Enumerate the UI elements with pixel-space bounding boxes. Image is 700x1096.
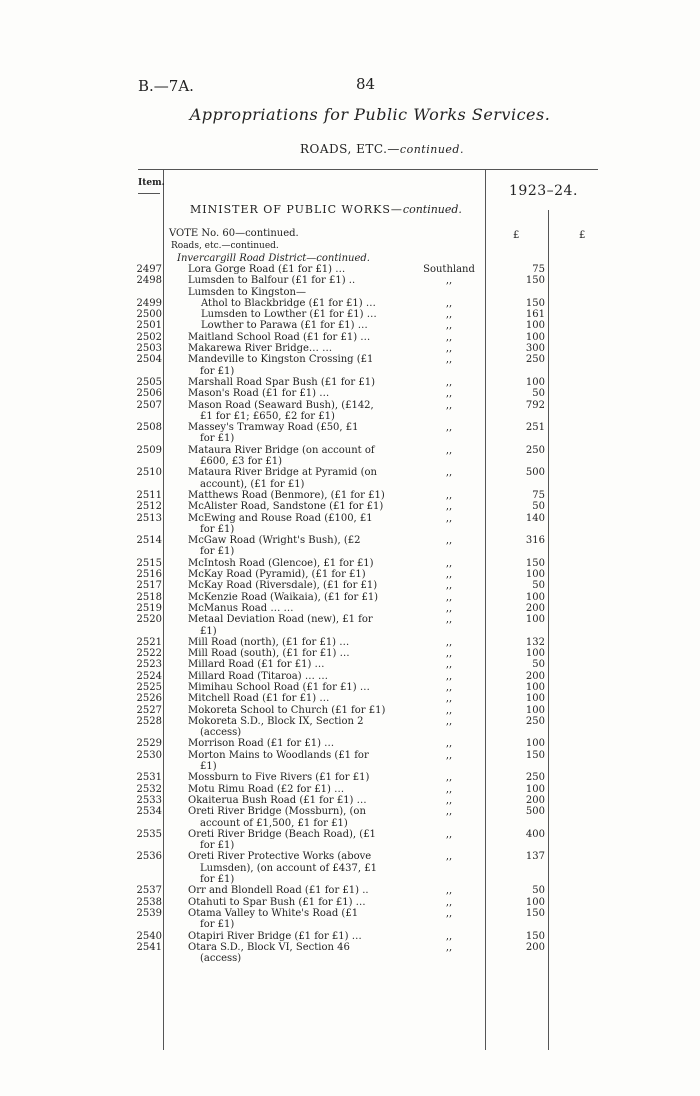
item-location: ,, bbox=[445, 648, 453, 660]
item-description: account), (£1 for £1) bbox=[200, 478, 305, 490]
item-location: ,, bbox=[445, 738, 453, 750]
item-description: Mokoreta School to Church (£1 for £1) bbox=[188, 704, 386, 716]
item-description: Mossburn to Five Rivers (£1 for £1) bbox=[188, 772, 370, 784]
item-number: 2538 bbox=[136, 896, 162, 908]
item-number: 2510 bbox=[136, 467, 162, 479]
item-number: 2541 bbox=[136, 941, 162, 953]
roads-subheading: Roads, etc.—continued. bbox=[171, 241, 279, 251]
item-number: 2511 bbox=[136, 489, 162, 501]
item-amount: 100 bbox=[525, 648, 545, 660]
item-description: (access) bbox=[200, 727, 242, 739]
table-row bbox=[0, 659, 700, 670]
item-amount: 50 bbox=[532, 580, 545, 592]
table-row bbox=[0, 422, 700, 445]
table-row bbox=[0, 671, 700, 682]
table-row bbox=[0, 750, 700, 773]
item-amount: 100 bbox=[525, 376, 545, 388]
table-row bbox=[0, 637, 700, 648]
item-amount: 150 bbox=[525, 275, 545, 287]
item-description: £1) bbox=[200, 761, 217, 773]
item-description: Otara S.D., Block VI, Section 46 bbox=[188, 941, 350, 953]
table-row bbox=[0, 445, 700, 468]
item-location: ,, bbox=[445, 297, 453, 309]
item-description: McKay Road (Pyramid), (£1 for £1) bbox=[188, 569, 366, 581]
table-row bbox=[0, 705, 700, 716]
item-amount: 100 bbox=[525, 569, 545, 581]
item-amount: 792 bbox=[525, 399, 545, 411]
item-location: ,, bbox=[445, 320, 453, 332]
table-row bbox=[0, 535, 700, 558]
item-description: McEwing and Rouse Road (£100, £1 bbox=[188, 512, 373, 524]
item-description: Lumsden to Kingston— bbox=[188, 286, 306, 298]
item-amount: 75 bbox=[532, 264, 545, 275]
table-row bbox=[0, 682, 700, 693]
table-row bbox=[0, 287, 700, 298]
item-amount: 50 bbox=[532, 885, 545, 897]
item-number: 2532 bbox=[136, 783, 162, 795]
item-amount: 200 bbox=[525, 941, 545, 953]
item-description: for £1) bbox=[200, 546, 235, 558]
item-amount: 250 bbox=[525, 715, 545, 727]
item-location: ,, bbox=[445, 512, 453, 524]
table-row bbox=[0, 614, 700, 637]
item-description: Millard Road (£1 for £1) … bbox=[188, 659, 325, 671]
district-heading bbox=[177, 253, 370, 264]
item-number: 2534 bbox=[136, 806, 162, 818]
item-amount: 50 bbox=[532, 501, 545, 513]
item-number: 2521 bbox=[136, 636, 162, 648]
district-heading-text: Invercargill Road District—continued. bbox=[177, 253, 370, 264]
item-amount: 50 bbox=[532, 388, 545, 400]
item-amount: 150 bbox=[525, 907, 545, 919]
item-number: 2508 bbox=[136, 422, 162, 434]
item-description: Mill Road (north), (£1 for £1) … bbox=[188, 636, 350, 648]
ministry-heading-continued: continued. bbox=[402, 203, 462, 216]
item-amount: 316 bbox=[525, 535, 545, 547]
item-number: 2500 bbox=[136, 309, 162, 321]
item-description: Lumsden), (on account of £437, £1 bbox=[200, 862, 377, 874]
item-number: 2515 bbox=[136, 557, 162, 569]
table-row bbox=[0, 332, 700, 343]
item-description: Otama Valley to White's Road (£1 bbox=[188, 907, 359, 919]
table-row bbox=[0, 693, 700, 704]
item-location: ,, bbox=[445, 704, 453, 716]
item-amount: 161 bbox=[525, 309, 545, 321]
item-amount: 100 bbox=[525, 896, 545, 908]
item-amount: 200 bbox=[525, 602, 545, 614]
item-number: 2512 bbox=[136, 501, 162, 513]
item-number: 2537 bbox=[136, 885, 162, 897]
item-description: Millard Road (Titaroa) … … bbox=[188, 670, 329, 682]
item-amount: 250 bbox=[525, 444, 545, 456]
item-location: ,, bbox=[445, 602, 453, 614]
item-location: ,, bbox=[445, 749, 453, 761]
item-location: ,, bbox=[445, 681, 453, 693]
table-row bbox=[0, 298, 700, 309]
item-amount: 100 bbox=[525, 681, 545, 693]
table-row bbox=[0, 264, 700, 275]
item-location: Southland bbox=[423, 264, 475, 275]
item-number: 2525 bbox=[136, 681, 162, 693]
item-location: ,, bbox=[445, 614, 453, 626]
item-description: Mason Road (Seaward Bush), (£142, bbox=[188, 399, 374, 411]
item-amount: 150 bbox=[525, 557, 545, 569]
item-amount: 50 bbox=[532, 659, 545, 671]
item-number: 2520 bbox=[136, 614, 162, 626]
item-description: Lumsden to Balfour (£1 for £1) .. bbox=[188, 275, 356, 287]
item-description: Orr and Blondell Road (£1 for £1) .. bbox=[188, 885, 369, 897]
item-amount: 400 bbox=[525, 828, 545, 840]
item-number: 2516 bbox=[136, 569, 162, 581]
item-location: ,, bbox=[445, 851, 453, 863]
item-number: 2504 bbox=[136, 354, 162, 366]
item-amount: 137 bbox=[525, 851, 545, 863]
item-column-header: Item. bbox=[138, 178, 165, 188]
item-amount: 100 bbox=[525, 614, 545, 626]
item-location: ,, bbox=[445, 828, 453, 840]
table-row bbox=[0, 275, 700, 286]
ministry-heading bbox=[190, 203, 462, 216]
item-number: 2505 bbox=[136, 376, 162, 388]
table-row bbox=[0, 738, 700, 749]
item-location: ,, bbox=[445, 331, 453, 343]
item-amount: 500 bbox=[525, 806, 545, 818]
item-location: ,, bbox=[445, 806, 453, 818]
table-row bbox=[0, 603, 700, 614]
table-row bbox=[0, 377, 700, 388]
item-number: 2497 bbox=[136, 264, 162, 275]
item-location: ,, bbox=[445, 343, 453, 355]
item-location: ,, bbox=[445, 354, 453, 366]
item-description: for £1) bbox=[200, 840, 235, 852]
table-row bbox=[0, 829, 700, 852]
item-location: ,, bbox=[445, 907, 453, 919]
item-location: ,, bbox=[445, 467, 453, 479]
item-number: 2539 bbox=[136, 907, 162, 919]
table-row bbox=[0, 490, 700, 501]
item-number: 2502 bbox=[136, 331, 162, 343]
item-description: Mason's Road (£1 for £1) … bbox=[188, 388, 330, 400]
item-location: ,, bbox=[445, 309, 453, 321]
item-location: ,, bbox=[445, 444, 453, 456]
item-description: McGaw Road (Wright's Bush), (£2 bbox=[188, 535, 361, 547]
table-row bbox=[0, 784, 700, 795]
item-number: 2528 bbox=[136, 715, 162, 727]
item-description: Makarewa River Bridge… … bbox=[188, 343, 333, 355]
table-row bbox=[0, 501, 700, 512]
item-amount: 100 bbox=[525, 738, 545, 750]
item-number: 2526 bbox=[136, 693, 162, 705]
item-number: 2518 bbox=[136, 591, 162, 603]
item-description: Matthews Road (Benmore), (£1 for £1) bbox=[188, 489, 385, 501]
item-description: (access) bbox=[200, 953, 242, 965]
item-location: ,, bbox=[445, 715, 453, 727]
item-description: £1) bbox=[200, 625, 217, 637]
item-location: ,, bbox=[445, 489, 453, 501]
item-location: ,, bbox=[445, 501, 453, 513]
table-row bbox=[0, 343, 700, 354]
item-description: Mandeville to Kingston Crossing (£1 bbox=[188, 354, 374, 366]
item-number: 2527 bbox=[136, 704, 162, 716]
subtitle-continued: continued. bbox=[399, 143, 464, 156]
ministry-heading-main: MINISTER OF PUBLIC WORKS— bbox=[190, 203, 403, 216]
item-amount: 140 bbox=[525, 512, 545, 524]
item-description: Mimihau School Road (£1 for £1) … bbox=[188, 681, 370, 693]
item-number: 2530 bbox=[136, 749, 162, 761]
item-location: ,, bbox=[445, 636, 453, 648]
item-description: £600, £3 for £1) bbox=[200, 456, 283, 468]
item-location: ,, bbox=[445, 535, 453, 547]
item-description: Mataura River Bridge at Pyramid (on bbox=[188, 467, 377, 479]
table-row bbox=[0, 806, 700, 829]
item-location: ,, bbox=[445, 569, 453, 581]
item-location: ,, bbox=[445, 557, 453, 569]
item-location: ,, bbox=[445, 783, 453, 795]
item-location: ,, bbox=[445, 794, 453, 806]
subtitle-main: ROADS, ETC.— bbox=[300, 142, 400, 156]
item-amount: 200 bbox=[525, 670, 545, 682]
page-title: Appropriations for Public Works Services. bbox=[189, 105, 551, 124]
document-reference: B.—7A. bbox=[138, 77, 194, 95]
item-number: 2529 bbox=[136, 738, 162, 750]
item-location: ,, bbox=[445, 388, 453, 400]
table-row bbox=[0, 772, 700, 783]
item-number: 2513 bbox=[136, 512, 162, 524]
item-amount: 150 bbox=[525, 930, 545, 942]
item-location: ,, bbox=[445, 670, 453, 682]
item-description: Otahuti to Spar Bush (£1 for £1) … bbox=[188, 896, 366, 908]
table-row bbox=[0, 908, 700, 931]
item-number: 2535 bbox=[136, 828, 162, 840]
table-row bbox=[0, 569, 700, 580]
item-location: ,, bbox=[445, 941, 453, 953]
item-amount: 100 bbox=[525, 783, 545, 795]
item-amount: 100 bbox=[525, 704, 545, 716]
item-amount: 250 bbox=[525, 354, 545, 366]
item-description: Massey's Tramway Road (£50, £1 bbox=[188, 422, 359, 434]
item-number: 2509 bbox=[136, 444, 162, 456]
table-row bbox=[0, 942, 700, 965]
item-location: ,, bbox=[445, 772, 453, 784]
item-description: Athol to Blackbridge (£1 for £1) … bbox=[201, 297, 376, 309]
item-location: ,, bbox=[445, 693, 453, 705]
item-description: Lumsden to Lowther (£1 for £1) … bbox=[201, 309, 377, 321]
item-amount: 75 bbox=[532, 489, 545, 501]
appropriation-rows bbox=[0, 264, 700, 964]
item-number: 2540 bbox=[136, 930, 162, 942]
item-description: for £1) bbox=[200, 523, 235, 535]
item-amount: 100 bbox=[525, 331, 545, 343]
item-number: 2507 bbox=[136, 399, 162, 411]
item-description: £1 for £1; £650, £2 for £1) bbox=[200, 410, 335, 422]
item-location: ,, bbox=[445, 399, 453, 411]
item-description: Mill Road (south), (£1 for £1) … bbox=[188, 648, 350, 660]
item-number: 2499 bbox=[136, 297, 162, 309]
item-description: Oreti River Bridge (Mossburn), (on bbox=[188, 806, 366, 818]
item-amount: 100 bbox=[525, 591, 545, 603]
item-amount: 200 bbox=[525, 794, 545, 806]
currency-symbol: £ bbox=[513, 230, 520, 241]
item-location: ,, bbox=[445, 275, 453, 287]
item-description: Otapiri River Bridge (£1 for £1) … bbox=[188, 930, 362, 942]
table-row bbox=[0, 897, 700, 908]
item-number: 2524 bbox=[136, 670, 162, 682]
item-description: for £1) bbox=[200, 433, 235, 445]
item-description: McKay Road (Riversdale), (£1 for £1) bbox=[188, 580, 378, 592]
table-row bbox=[0, 851, 700, 885]
item-number: 2519 bbox=[136, 602, 162, 614]
item-description: Oreti River Bridge (Beach Road), (£1 bbox=[188, 828, 376, 840]
table-row bbox=[0, 716, 700, 739]
table-row bbox=[0, 320, 700, 331]
item-number: 2522 bbox=[136, 648, 162, 660]
table-row bbox=[0, 309, 700, 320]
item-amount: 150 bbox=[525, 297, 545, 309]
item-number: 2523 bbox=[136, 659, 162, 671]
item-description: Mokoreta S.D., Block IX, Section 2 bbox=[188, 715, 364, 727]
table-row bbox=[0, 400, 700, 423]
section-subtitle bbox=[300, 142, 464, 156]
item-amount: 500 bbox=[525, 467, 545, 479]
item-amount: 251 bbox=[525, 422, 545, 434]
item-description: Morrison Road (£1 for £1) … bbox=[188, 738, 335, 750]
table-row bbox=[0, 513, 700, 536]
item-description: Metaal Deviation Road (new), £1 for bbox=[188, 614, 373, 626]
item-description: Morton Mains to Woodlands (£1 for bbox=[188, 749, 369, 761]
item-number: 2533 bbox=[136, 794, 162, 806]
item-location: ,, bbox=[445, 422, 453, 434]
vote-heading: VOTE No. 60—continued. bbox=[169, 228, 299, 239]
table-top-rule bbox=[138, 169, 598, 170]
table-row bbox=[0, 592, 700, 603]
currency-symbol: £ bbox=[579, 230, 586, 241]
item-location: ,, bbox=[445, 580, 453, 592]
item-number: 2503 bbox=[136, 343, 162, 355]
item-location: ,, bbox=[445, 896, 453, 908]
item-description: Okaiterua Bush Road (£1 for £1) … bbox=[188, 794, 367, 806]
item-location: ,, bbox=[445, 591, 453, 603]
item-description: account of £1,500, £1 for £1) bbox=[200, 817, 348, 829]
item-description: McKenzie Road (Waikaia), (£1 for £1) bbox=[188, 591, 379, 603]
item-location: ,, bbox=[445, 930, 453, 942]
item-description: Motu Rimu Road (£2 for £1) … bbox=[188, 783, 345, 795]
item-number: 2501 bbox=[136, 320, 162, 332]
item-description: Maitland School Road (£1 for £1) … bbox=[188, 331, 371, 343]
item-description: McManus Road … … bbox=[188, 602, 294, 614]
item-description: McIntosh Road (Glencoe), £1 for £1) bbox=[188, 557, 374, 569]
item-location: ,, bbox=[445, 659, 453, 671]
item-description: Lowther to Parawa (£1 for £1) … bbox=[201, 320, 368, 332]
item-description: Marshall Road Spar Bush (£1 for £1) bbox=[188, 376, 376, 388]
item-description: Mitchell Road (£1 for £1) … bbox=[188, 693, 330, 705]
item-number: 2506 bbox=[136, 388, 162, 400]
year-column-header: 1923–24. bbox=[509, 183, 578, 199]
item-description: Lora Gorge Road (£1 for £1) … bbox=[188, 264, 346, 275]
item-description: Mataura River Bridge (on account of bbox=[188, 444, 375, 456]
table-row bbox=[0, 931, 700, 942]
item-description: for £1) bbox=[200, 874, 235, 886]
table-row bbox=[0, 558, 700, 569]
item-description: for £1) bbox=[200, 365, 235, 377]
item-number: 2536 bbox=[136, 851, 162, 863]
table-row bbox=[0, 388, 700, 399]
item-amount: 250 bbox=[525, 772, 545, 784]
table-row bbox=[0, 648, 700, 659]
item-amount: 100 bbox=[525, 320, 545, 332]
item-number: 2498 bbox=[136, 275, 162, 287]
page-number: 84 bbox=[356, 75, 376, 93]
table-row bbox=[0, 580, 700, 591]
table-row bbox=[0, 354, 700, 377]
table-row bbox=[0, 467, 700, 490]
item-description: Oreti River Protective Works (above bbox=[188, 851, 372, 863]
item-number: 2517 bbox=[136, 580, 162, 592]
table-row bbox=[0, 795, 700, 806]
item-location: ,, bbox=[445, 885, 453, 897]
table-row bbox=[0, 885, 700, 896]
item-amount: 100 bbox=[525, 693, 545, 705]
item-amount: 132 bbox=[525, 636, 545, 648]
item-description: McAlister Road, Sandstone (£1 for £1) bbox=[188, 501, 384, 513]
item-amount: 150 bbox=[525, 749, 545, 761]
item-header-rule bbox=[138, 193, 160, 194]
item-number: 2531 bbox=[136, 772, 162, 784]
item-amount: 300 bbox=[525, 343, 545, 355]
item-location: ,, bbox=[445, 376, 453, 388]
item-description: for £1) bbox=[200, 919, 235, 931]
item-number: 2514 bbox=[136, 535, 162, 547]
